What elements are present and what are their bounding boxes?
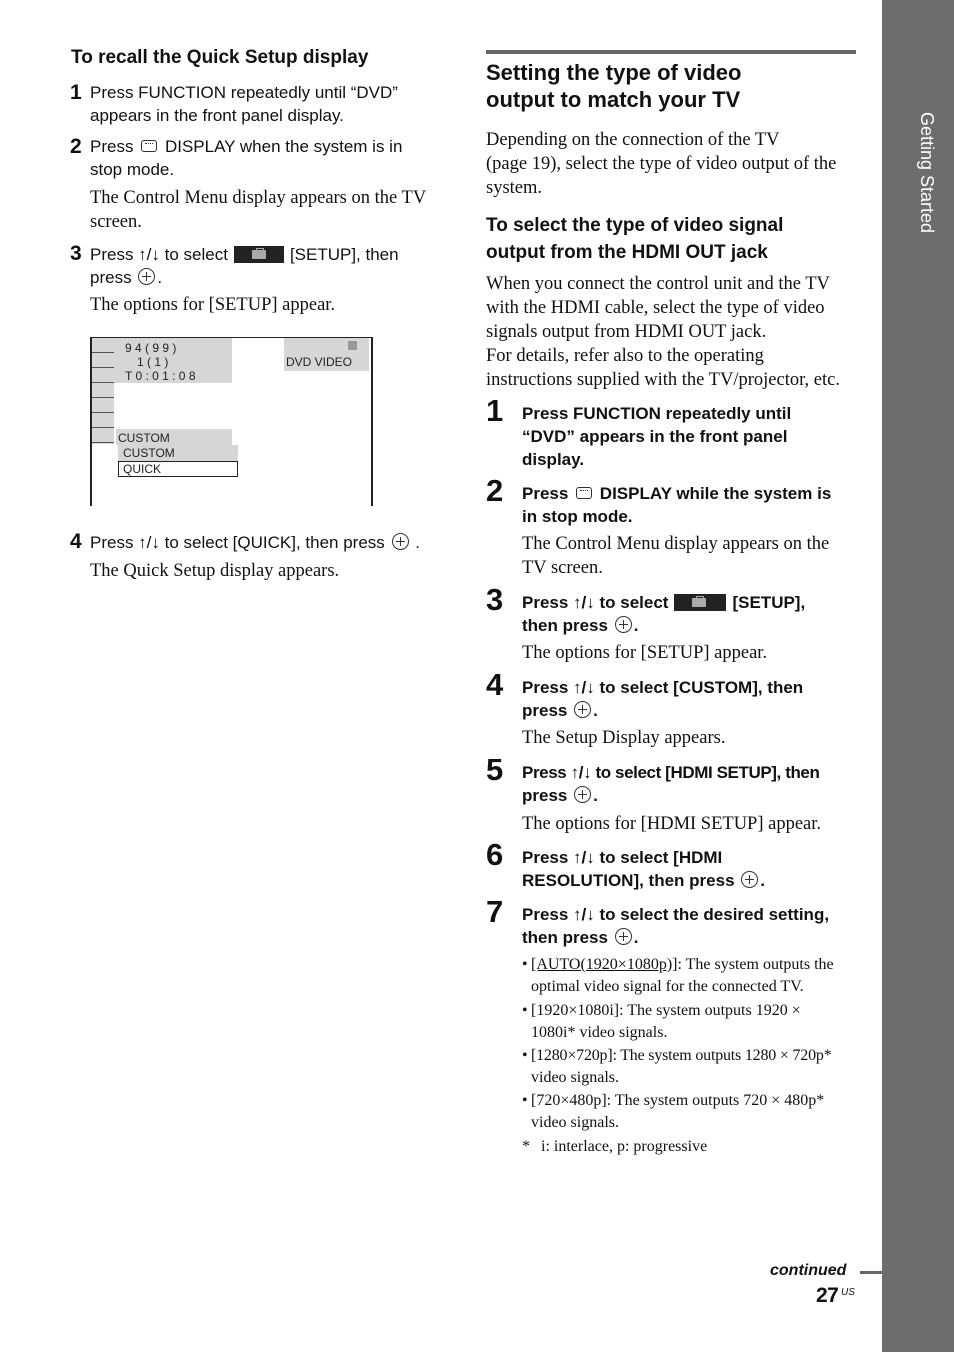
control-menu-screen	[90, 337, 373, 506]
intro-line-b: (page 19), select the type of video output of the	[486, 154, 837, 174]
step6-line-a: Press ↑/↓ to select [HDMI	[522, 848, 723, 867]
enter-button-icon	[574, 786, 591, 803]
section-label: Getting Started	[917, 112, 937, 234]
step6-number: 6	[486, 837, 504, 872]
left-step3-text-a2: [SETUP], then	[289, 245, 399, 264]
bullet-1080i-line-b: 1080i* video signals.	[531, 1024, 668, 1041]
intro-line-a: Depending on the connection of the TV	[486, 130, 780, 150]
page-number-suffix: US	[841, 1287, 855, 1298]
indicator-square	[348, 341, 357, 350]
step4-text-b2: .	[593, 701, 598, 720]
step4-number: 4	[486, 667, 504, 702]
disc-type-badge: DVD VIDEO	[286, 355, 353, 369]
step3-text-a2: [SETUP],	[732, 593, 806, 612]
left-step2-number: 2	[70, 135, 82, 158]
bullet-480p-line-a: [720×480p]: The system outputs 720 × 480p*	[531, 1092, 825, 1109]
bullet-720p-line-a: [1280×720p]: The system outputs 1280 × 720p*	[531, 1047, 832, 1064]
bullet-auto-rest: : The system outputs the	[677, 956, 834, 973]
step3-line-b	[522, 614, 638, 637]
bullet-auto-line-b: optimal video signal for the connected TV.	[531, 978, 804, 995]
bullet-auto-line-a	[531, 954, 834, 976]
left-step4-note: The Quick Setup display appears.	[90, 561, 340, 581]
step5-line-b	[522, 784, 598, 807]
step2-line-b: in stop mode.	[522, 507, 633, 526]
press-word: Press	[90, 137, 134, 156]
bullet-dot: •	[522, 1047, 528, 1064]
step3-note: The options for [SETUP] appear.	[522, 643, 768, 663]
left-step3-text-b2: .	[157, 268, 163, 287]
step2-note-a: The Control Menu display appears on the	[522, 534, 830, 554]
left-step3-line-b	[90, 266, 162, 289]
step4-line-b	[522, 699, 598, 722]
left-step4-text-a: Press ↑/↓ to select [QUICK], then press	[90, 533, 385, 552]
step3-text-b: then press	[522, 616, 608, 635]
left-step3-text-b: press	[90, 268, 132, 287]
step1-line-b: “DVD” appears in the front panel	[522, 427, 788, 446]
title-count: 9 4 ( 9 9 )	[125, 341, 177, 355]
step7-line-a: Press ↑/↓ to select the desired setting,	[522, 905, 830, 924]
bullet-dot: •	[522, 1092, 528, 1109]
para-line-b: with the HDMI cable, select the type of video	[486, 298, 825, 318]
step1-line-c: display.	[522, 450, 585, 469]
step3-line-a	[522, 591, 805, 614]
option-quick[interactable]: QUICK	[123, 462, 162, 476]
subheading-b: output from the HDMI OUT jack	[486, 242, 768, 263]
enter-button-icon	[615, 616, 632, 633]
step5-line-a: Press ↑/↓ to select [HDMI SETUP], then	[522, 763, 820, 782]
subheading-a: To select the type of video signal	[486, 215, 784, 236]
enter-button-icon	[138, 268, 155, 285]
toolbox-setup-icon	[234, 246, 284, 263]
left-step2-text-b: stop mode.	[90, 160, 175, 179]
para-line-d: For details, refer also to the operating	[486, 346, 764, 366]
footnote: i: interlace, p: progressive	[541, 1138, 708, 1155]
auto-default-option: [AUTO(1920×1080p)]	[531, 956, 678, 973]
page-number: 27	[816, 1284, 839, 1307]
bullet-720p-line-b: video signals.	[531, 1069, 619, 1086]
step7-line-b	[522, 926, 638, 949]
left-step1-number: 1	[70, 81, 82, 104]
left-step4-text-b: .	[415, 533, 420, 552]
para-line-e: instructions supplied with the TV/projector, etc.	[486, 370, 840, 390]
continued-rule	[860, 1271, 882, 1274]
bullet-1080i-line-a: [1920×1080i]: The system outputs 1920 ×	[531, 1002, 801, 1019]
setup-current: CUSTOM	[118, 431, 170, 445]
step2-line-a	[522, 482, 831, 505]
option-custom[interactable]: CUSTOM	[123, 446, 175, 460]
step2-number: 2	[486, 473, 504, 508]
step7-number: 7	[486, 894, 504, 929]
step5-text-b: press	[522, 786, 568, 805]
step3-text-a: Press ↑/↓ to select	[522, 593, 669, 612]
menu-icon-separators	[92, 338, 114, 444]
display-button-icon	[576, 487, 592, 499]
section-rule	[486, 50, 856, 54]
step6-text-b: RESOLUTION], then press	[522, 871, 735, 890]
footnote-mark: *	[522, 1138, 530, 1155]
left-step3-line-a	[90, 243, 399, 266]
section-title-a: Setting the type of video	[486, 60, 742, 85]
left-step2-line-a	[90, 135, 402, 158]
display-button-icon	[141, 140, 157, 152]
left-step3-text-a: Press ↑/↓ to select	[90, 245, 228, 264]
left-step2-note-b: screen.	[90, 212, 142, 232]
step3-text-b2: .	[633, 616, 639, 635]
step2-text-a: DISPLAY while the system is	[599, 484, 832, 503]
step1-number: 1	[486, 393, 504, 428]
step6-text-b2: .	[760, 871, 765, 890]
step1-line-a: Press FUNCTION repeatedly until	[522, 404, 792, 423]
para-line-c: signals output from HDMI OUT jack.	[486, 322, 767, 342]
enter-button-icon	[615, 928, 632, 945]
para-line-a: When you connect the control unit and the TV	[486, 274, 830, 294]
step4-note: The Setup Display appears.	[522, 728, 726, 748]
playing-time: T 0 : 0 1 : 0 8	[125, 369, 196, 383]
left-step3-note: The options for [SETUP] appear.	[90, 295, 336, 315]
step4-line-a: Press ↑/↓ to select [CUSTOM], then	[522, 678, 804, 697]
enter-button-icon	[574, 701, 591, 718]
left-step1-text-b: appears in the front panel display.	[90, 106, 344, 125]
chapter-count: 1 ( 1 )	[137, 355, 169, 369]
section-title-b: output to match your TV	[486, 87, 741, 112]
step2-note-b: TV screen.	[522, 558, 603, 578]
bullet-dot: •	[522, 1002, 528, 1019]
step4-text-b: press	[522, 701, 568, 720]
left-step4-line	[90, 531, 420, 554]
continued-label: continued	[770, 1262, 847, 1279]
left-step2-text-a: DISPLAY when the system is in	[164, 137, 403, 156]
step7-text-b2: .	[633, 928, 639, 947]
left-step3-number: 3	[70, 242, 82, 265]
step5-note: The options for [HDMI SETUP] appear.	[522, 814, 822, 834]
left-step1-text-a: Press FUNCTION repeatedly until “DVD”	[90, 83, 398, 102]
step3-number: 3	[486, 582, 504, 617]
step5-text-b2: .	[593, 786, 598, 805]
left-step2-note-a: The Control Menu display appears on the TV	[90, 188, 427, 208]
toolbox-setup-icon	[674, 594, 726, 611]
left-step4-number: 4	[70, 530, 82, 553]
enter-button-icon	[741, 871, 758, 888]
step7-text-b: then press	[522, 928, 608, 947]
enter-button-icon	[392, 533, 409, 550]
bullet-480p-line-b: video signals.	[531, 1114, 619, 1131]
left-heading: To recall the Quick Setup display	[71, 47, 369, 68]
intro-line-c: system.	[486, 178, 543, 198]
bullet-dot: •	[522, 956, 528, 973]
step6-line-b	[522, 869, 765, 892]
press-word: Press	[522, 484, 569, 503]
step5-number: 5	[486, 752, 504, 787]
